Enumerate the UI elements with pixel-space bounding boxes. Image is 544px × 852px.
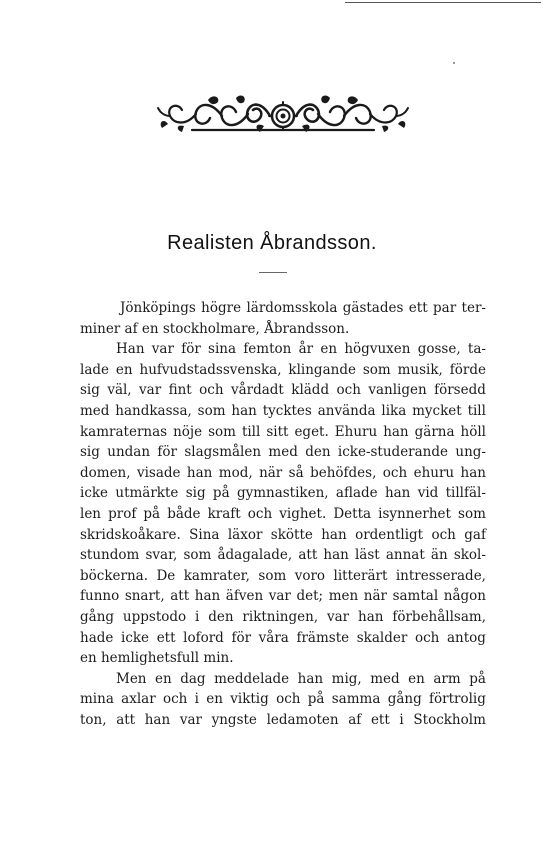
word: i (194, 691, 199, 708)
word: femton (243, 341, 292, 358)
word: en (206, 691, 223, 708)
word: fint (168, 382, 192, 399)
word: mycket (412, 402, 462, 419)
word: icke (121, 629, 150, 646)
word: sig (80, 382, 100, 399)
word: den (208, 608, 234, 625)
word: intresserade, (395, 567, 486, 584)
word: stundom (80, 547, 140, 564)
word: som (197, 402, 226, 419)
word: icke-studerande (337, 444, 449, 461)
word: som (458, 505, 486, 522)
text-line (80, 669, 486, 690)
word: gosse, (417, 341, 461, 358)
word: när (259, 464, 283, 481)
word: läst (354, 547, 380, 564)
text-line (80, 710, 486, 731)
word: sig (185, 485, 206, 502)
word: år (298, 341, 314, 358)
word: äfven (225, 588, 264, 605)
word: snart, (124, 588, 165, 605)
word: uppstodo (122, 608, 187, 625)
word: att (298, 547, 318, 564)
word: han (194, 588, 221, 605)
word: och (162, 691, 188, 708)
body-text (80, 298, 486, 730)
word: han (384, 485, 411, 502)
word: med (268, 444, 298, 461)
word: ledamoten (266, 711, 339, 728)
word: försedd (434, 382, 486, 399)
word: loford (183, 629, 224, 646)
word: högvuxen (344, 341, 411, 358)
word: han (297, 670, 324, 687)
word: var (151, 341, 174, 358)
word: läxor (227, 526, 263, 543)
text-line (80, 442, 486, 463)
word: den (305, 444, 331, 461)
word: klädd (291, 382, 330, 399)
text-line (80, 586, 486, 607)
word: vårdadt (230, 382, 284, 399)
word: Jönköpings (120, 300, 196, 316)
word: visade (136, 464, 181, 481)
word: sitt (266, 423, 289, 440)
word: väl, (107, 382, 132, 399)
word: kraft (207, 505, 241, 522)
word: att (116, 711, 136, 728)
word: han (460, 464, 486, 481)
word: till (241, 423, 261, 440)
word: och (382, 464, 408, 481)
word: och (414, 629, 440, 646)
text-line (80, 380, 486, 401)
word: kamraternas (80, 423, 168, 440)
word: gaf (464, 526, 486, 543)
text-line (80, 525, 486, 546)
word: när (363, 588, 387, 605)
word: och (199, 382, 224, 399)
word: Stockholm (413, 711, 486, 728)
word: ung- (455, 444, 486, 461)
word: sig (80, 444, 100, 461)
word: mod, (218, 464, 253, 481)
word: behöfdes, (310, 464, 377, 481)
word: undan (107, 444, 151, 461)
word: par (433, 300, 457, 316)
word: skol- (453, 547, 486, 564)
word: gång (387, 691, 422, 708)
word: han (323, 547, 349, 564)
word: ta- (467, 341, 486, 358)
decorative-headpiece-ornament (152, 94, 414, 138)
text-line (80, 360, 486, 381)
word: och (431, 526, 456, 543)
word: skridskoåkare. (80, 526, 181, 543)
word: men (328, 588, 359, 605)
word: yngste (211, 711, 257, 728)
word: han (358, 608, 384, 625)
word: som (362, 361, 391, 378)
word: lika (381, 402, 407, 419)
word: lade (80, 361, 109, 378)
word: så (288, 464, 304, 481)
text-line: miner af en stockholmare, Åbrandsson. (80, 320, 350, 337)
word: han (383, 423, 409, 440)
word: gärna (414, 423, 455, 440)
word: utmärkte (115, 485, 179, 502)
word: högre (201, 300, 242, 316)
word: annat (385, 547, 425, 564)
word: i (195, 608, 200, 625)
word: funno (80, 588, 120, 605)
word: främste (296, 629, 350, 646)
word: med (370, 670, 400, 687)
word: och (276, 691, 301, 708)
word: en (320, 341, 338, 358)
word: samma (331, 691, 381, 708)
word: tycktes (262, 402, 312, 419)
word: arm (433, 670, 461, 687)
word: skalder (356, 629, 408, 646)
word: dag (180, 670, 206, 687)
word: viktig (230, 691, 269, 708)
word: till (467, 402, 486, 419)
word: använda (317, 402, 376, 419)
word: han (321, 526, 347, 543)
word: ehuru (413, 464, 455, 481)
word: var (139, 382, 162, 399)
word: vanligen (368, 382, 427, 399)
text-line (80, 689, 486, 710)
word: på (212, 485, 230, 502)
word: musik, (397, 361, 443, 378)
word: en (408, 670, 425, 687)
title-rule (259, 272, 287, 273)
word: gästades (342, 300, 404, 316)
word: vid (417, 485, 439, 502)
word: var (179, 711, 202, 728)
text-line (80, 545, 486, 566)
word: som (258, 567, 287, 584)
word: och (336, 382, 361, 399)
word: våra (258, 629, 289, 646)
word: förbehållsam, (392, 608, 486, 625)
word: i (399, 711, 404, 728)
word: litterärt (333, 567, 388, 584)
word: prof (108, 505, 137, 522)
word: att (170, 588, 190, 605)
word: en (155, 670, 172, 687)
word: på (143, 505, 161, 522)
text-line (80, 422, 486, 443)
word: gång (80, 608, 115, 625)
text-line (80, 566, 486, 587)
text-line (80, 504, 486, 525)
word: någon (443, 588, 486, 605)
word: antog (446, 629, 486, 646)
text-line (80, 483, 486, 504)
word: en (115, 361, 133, 378)
word: len (80, 505, 102, 522)
text-line (80, 628, 486, 649)
word: mig, (331, 670, 362, 687)
word: för (231, 629, 252, 646)
text-line (80, 401, 486, 422)
text-line (80, 607, 486, 628)
word: tillfäl- (445, 485, 486, 502)
word: för (181, 341, 201, 358)
word: lärdomsskola (246, 300, 338, 316)
print-speck (453, 62, 455, 64)
word: svar, (145, 547, 178, 564)
word: han (186, 464, 213, 481)
word: än (430, 547, 448, 564)
word: kamrater, (183, 567, 250, 584)
word: sina (208, 341, 237, 358)
word: ton, (80, 711, 107, 728)
word: Men (116, 670, 147, 687)
word: ordentligt (355, 526, 424, 543)
word: med (80, 402, 110, 419)
word: förde (449, 361, 486, 378)
word: ett (156, 629, 176, 646)
word: ett (408, 300, 428, 316)
word: hufvudstadssvenska, (139, 361, 282, 378)
text-line (80, 463, 486, 484)
word: som (208, 423, 236, 440)
word: hade (80, 629, 114, 646)
word: axlar (121, 691, 156, 708)
word: icke (80, 485, 109, 502)
word: gymnastiken, (236, 485, 329, 502)
text-line (80, 298, 486, 319)
word: slagsmålen (184, 444, 262, 461)
text-line: en hemlighetsfull min. (80, 650, 234, 667)
word: Ehuru (334, 423, 378, 440)
word: för (157, 444, 177, 461)
word: på (307, 691, 325, 708)
word: både (167, 505, 201, 522)
word: skötte (270, 526, 313, 543)
word: höll (460, 423, 486, 440)
word: och (247, 505, 273, 522)
word: klingande (288, 361, 356, 378)
word: voro (294, 567, 326, 584)
word: De (156, 567, 176, 584)
word: på (469, 670, 486, 687)
word: nöje (173, 423, 203, 440)
word: ett (370, 711, 390, 728)
word: mina (80, 691, 114, 708)
word: han (144, 711, 171, 728)
word: isynnerhet (378, 505, 451, 522)
word: förtrolig (429, 691, 486, 708)
word: böckerna. (80, 567, 148, 584)
word: af (348, 711, 362, 728)
word: domen, (80, 464, 131, 481)
word: eget. (294, 423, 329, 440)
text-line (80, 339, 486, 360)
top-rule (345, 2, 541, 3)
chapter-title: Realisten Åbrandsson. (167, 232, 377, 254)
word: riktningen, (242, 608, 319, 625)
word: han (231, 402, 257, 419)
word: aflade (335, 485, 378, 502)
word: var (268, 588, 291, 605)
word: det; (296, 588, 324, 605)
word: som (183, 547, 212, 564)
word: samtal (392, 588, 439, 605)
word: Sina (189, 526, 220, 543)
word: Detta (333, 505, 372, 522)
word: ter- (461, 300, 486, 316)
word: handkassa, (115, 402, 192, 419)
word: vighet. (279, 505, 327, 522)
word: meddelade (214, 670, 290, 687)
word: Han (116, 341, 145, 358)
word: var (327, 608, 350, 625)
word: ådagalade, (217, 547, 293, 564)
